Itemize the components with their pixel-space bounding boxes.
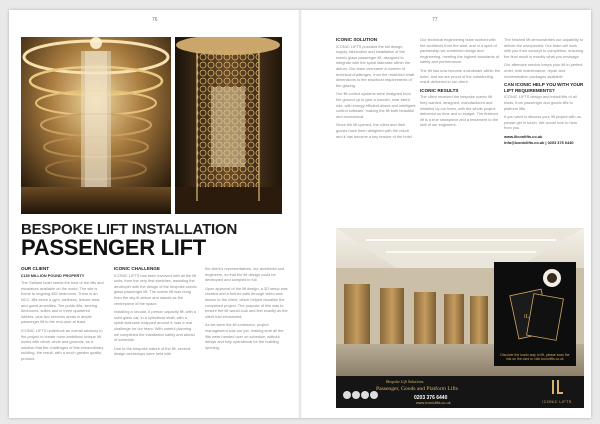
right-column-3 <box>504 37 584 145</box>
paragraph: The finished lift demonstrates our capability to deliver the unexpected. Our team will work with you from concept to completion, ensuring the final result is exactly what you envisage. <box>504 37 584 59</box>
headline-large: PASSENGER LIFT <box>21 235 206 260</box>
section-heading: ICONIC CHALLENGE <box>114 266 160 271</box>
card-illustration <box>494 262 576 342</box>
website-link[interactable]: www.iliconlifts.co.uk <box>504 133 543 139</box>
paragraph: The client received the bespoke scenic lift they wanted, designed, manufactured and installed by our team, with the whole project delivered on time and to budget. The finished lift is a true showpiece and a testament to the skill of our engineers. <box>420 94 499 128</box>
right-column-2 <box>420 37 500 131</box>
paragraph: The lift has now become a landmark within the hotel, and we are proud of the outstanding result delivered to our client. <box>420 67 501 85</box>
paragraph: The Galliard hotel needs the best of the lifts and escalators available on the world. The site is home to ongoing 452 bedrooms. There is an NCC, lifts serve a gym, wellness, leisure area, and guest amenities. Ten public lifts, serving bedrooms, suites and in three quartered lobbies, plus two services areas in ample passenger lift to the end-user at least. <box>21 280 104 325</box>
paragraph: Our lift control systems were designed from the ground up to give a smooth, near silent ride, with energy efficient drives and intelligent control software, making the lift both beautiful and economical. <box>336 91 416 119</box>
paragraph: Due to the bespoke nature of the lift, several design workshops were held with <box>114 345 191 357</box>
paragraph: the client's representatives, our architects and engineers, so that the lift design could be developed and sampled in full. <box>205 266 285 283</box>
page-number: 76 <box>152 17 158 23</box>
promo-card-text: Discover the iconic way to lift, please scan the link on the card or visit iconiclifts.co.uk <box>500 352 570 362</box>
paragraph: As we were the lift contractor, project management was our job, making sure all the lifts were handed over on schedule, without delays and fully operational for the building opening. <box>205 322 284 350</box>
left-column-2 <box>114 266 197 360</box>
accreditation-logos <box>342 387 378 397</box>
paragraph: ICONIC LIFTS design and install lifts of all kinds, from passenger and goods lifts to platform lifts. <box>504 94 577 111</box>
section-heading: ICONIC RESULTS <box>420 87 459 93</box>
promo-card <box>494 262 576 366</box>
paragraph: Since the lift opened, the client and their guests have been delighted with the result and it has become a key feature of the hotel. <box>336 122 413 139</box>
right-column-1 <box>336 37 416 142</box>
iconic-lifts-logo <box>540 379 574 404</box>
paragraph: Our technical engineering team worked with the architects from the start, and in a spirit of partnership we combined design and engineering, meeting the highest standards of safety and performance. <box>420 37 499 65</box>
paragraph: Our aftercare service keeps your lift in perfect order, with maintenance, repair and modernisation packages available. <box>504 62 583 79</box>
left-column-1 <box>21 266 104 365</box>
headline-small: BESPOKE LIFT INSTALLATION <box>21 221 238 238</box>
iconic-lifts-advert <box>336 228 584 408</box>
paragraph: Installing a circular, 8 person capacity lift, with a solid glass car, in a cylindrical shaft, with a spiral staircase wrapped around it, was a real challenge for our team. With careful planning we completed the installation safely and ahead of schedule. <box>114 309 196 343</box>
lift-shaft-photo <box>175 37 282 214</box>
left-page <box>9 10 300 418</box>
atrium-photo <box>21 37 171 214</box>
paragraph: ICONIC LIFTS undertook an overall advisory to the project to create more ambitious unique lift works with clever circle and grounds, as a solution that the challenges of this extraordinary building, the result, with a much greater quality product. <box>21 327 104 361</box>
right-page <box>300 10 591 418</box>
paragraph: ICONIC LIFTS has been involved with all the lift units, from the very first sketches, assisting the developer with the design of the bespoke scenic glass passenger lift. The scenic lift was hung from the sky-lit atrium and stands as the centrepiece of the space. <box>114 272 197 306</box>
paragraph: If you want to discuss your lift project with us, please get in touch. We would love to hear from you. <box>504 114 582 131</box>
paragraph: ICONIC LIFTS provided the full design, supply, fabrication and installation of the scenic glass passenger lift, designed to integrate with the spiral staircase within the atrium. Our team overcame a number of technical challenges, from the restricted shaft dimensions to the structural requirements of the glazing. <box>336 43 415 88</box>
page-number: 77 <box>432 17 438 23</box>
section-heading: CAN ICONIC HELP YOU WITH YOUR LIFT REQUIREMENTS? <box>504 82 584 93</box>
contact-details[interactable]: info@iconiclifts.co.uk | 0203 376 6440 <box>504 139 574 145</box>
svg-text:iL: iL <box>524 314 530 320</box>
advert-band <box>336 376 584 408</box>
section-heading: ICONIC SOLUTION <box>336 37 378 42</box>
section-heading: OUR CLIENT <box>21 266 50 271</box>
advert-phone[interactable]: 0203 376 6440 <box>414 395 448 401</box>
advert-tagline: Bespoke Lift Solutions <box>386 379 424 384</box>
left-column-3 <box>205 266 288 353</box>
advert-website[interactable]: www.iconiclifts.co.uk <box>416 401 451 405</box>
il-logo-icon <box>549 379 565 395</box>
logo-name: ICONIC LIFTS <box>542 400 572 404</box>
section-subheading: £135 MILLION POUND PROPERTY <box>21 272 85 278</box>
magazine-spread <box>9 10 591 418</box>
advert-headline: Passenger, Goods and Platform Lifts <box>376 386 458 392</box>
paragraph: Upon approval of the lift design, a 3D setup was created and a further walk through video was shown to the client, which helped visualise the completed project. The purpose of this was to ensure the lift would look and feel exactly as the client had envisioned. <box>205 285 288 319</box>
